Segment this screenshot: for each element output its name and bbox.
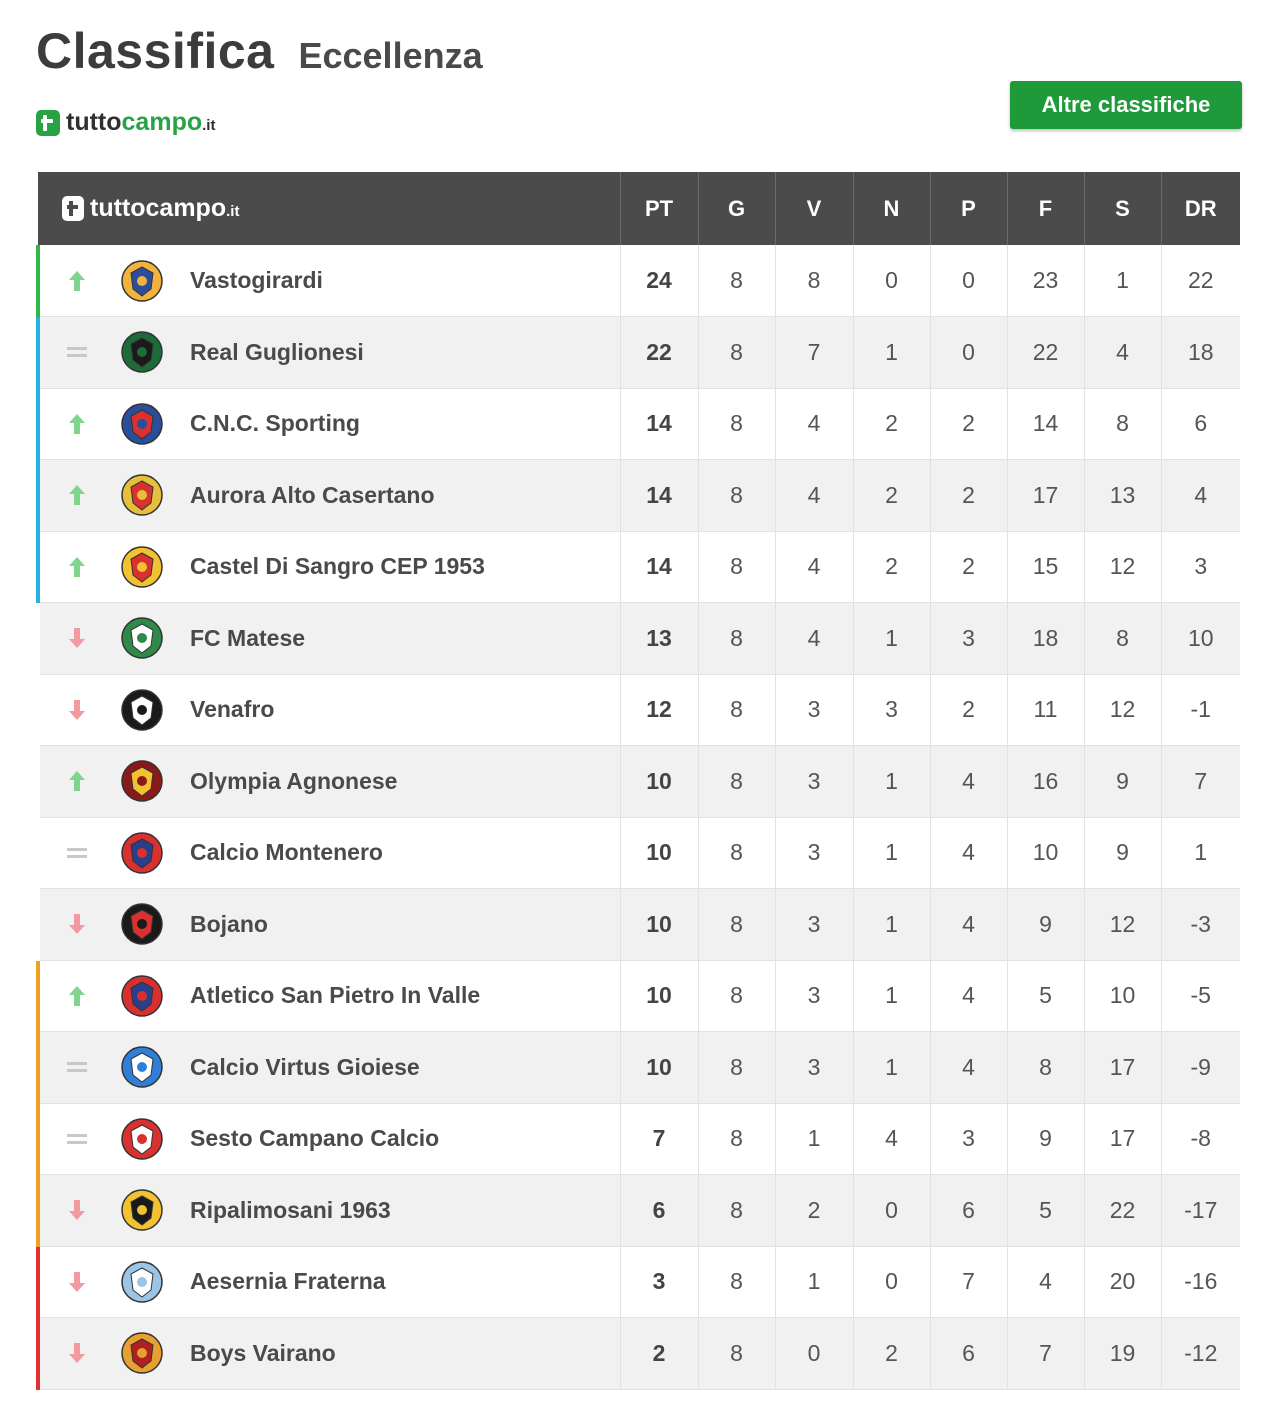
arrow-down-icon xyxy=(40,912,114,936)
stat-p: 4 xyxy=(930,817,1007,889)
stat-s: 19 xyxy=(1084,1318,1161,1390)
stat-n: 0 xyxy=(853,1175,930,1247)
stat-v: 4 xyxy=(775,388,853,460)
team-cell[interactable] xyxy=(38,1032,620,1104)
stat-g: 8 xyxy=(698,1246,775,1318)
stat-n: 1 xyxy=(853,603,930,675)
stat-pt: 24 xyxy=(620,245,698,317)
stat-g: 8 xyxy=(698,603,775,675)
stat-dr: -16 xyxy=(1161,1246,1240,1318)
stat-s: 17 xyxy=(1084,1032,1161,1104)
arrow-up-icon xyxy=(40,483,114,507)
stat-f: 9 xyxy=(1007,889,1084,961)
arrow-up-icon xyxy=(40,269,114,293)
stat-n: 4 xyxy=(853,1103,930,1175)
team-logo-icon xyxy=(120,473,164,517)
table-row[interactable] xyxy=(38,1318,1240,1390)
stat-s: 4 xyxy=(1084,317,1161,389)
stat-dr: -3 xyxy=(1161,889,1240,961)
stat-g: 8 xyxy=(698,889,775,961)
stat-v: 3 xyxy=(775,889,853,961)
stat-s: 9 xyxy=(1084,746,1161,818)
stat-p: 2 xyxy=(930,460,1007,532)
table-header-brand xyxy=(38,172,620,245)
stat-v: 4 xyxy=(775,531,853,603)
column-header-pt[interactable]: PT xyxy=(620,172,698,245)
stat-f: 11 xyxy=(1007,674,1084,746)
team-name[interactable]: Calcio Montenero xyxy=(190,839,383,866)
team-cell[interactable] xyxy=(38,746,620,818)
stat-pt: 10 xyxy=(620,1032,698,1104)
stat-dr: 1 xyxy=(1161,817,1240,889)
arrow-down-icon xyxy=(40,698,114,722)
stat-p: 2 xyxy=(930,674,1007,746)
altre-classifiche-button[interactable]: Altre classifiche xyxy=(1010,81,1242,129)
stat-n: 2 xyxy=(853,388,930,460)
stat-g: 8 xyxy=(698,1103,775,1175)
title-row xyxy=(36,22,483,80)
team-name[interactable]: Bojano xyxy=(190,910,268,937)
stat-f: 5 xyxy=(1007,960,1084,1032)
table-row[interactable] xyxy=(38,746,1240,818)
stat-g: 8 xyxy=(698,388,775,460)
stat-g: 8 xyxy=(698,460,775,532)
team-cell[interactable] xyxy=(38,674,620,746)
stat-dr: -1 xyxy=(1161,674,1240,746)
team-cell[interactable] xyxy=(38,388,620,460)
stat-f: 17 xyxy=(1007,460,1084,532)
team-cell[interactable] xyxy=(38,531,620,603)
team-cell[interactable] xyxy=(38,960,620,1032)
team-cell[interactable] xyxy=(38,317,620,389)
stat-p: 4 xyxy=(930,1032,1007,1104)
stat-n: 0 xyxy=(853,1246,930,1318)
page-header xyxy=(36,22,1246,142)
equal-icon xyxy=(40,1059,114,1075)
table-row[interactable] xyxy=(38,388,1240,460)
stat-p: 4 xyxy=(930,960,1007,1032)
table-row[interactable] xyxy=(38,817,1240,889)
brand-text-part1: tutto xyxy=(66,108,122,136)
column-header-s[interactable]: S xyxy=(1084,172,1161,245)
team-cell[interactable] xyxy=(38,1318,620,1390)
stat-pt: 14 xyxy=(620,388,698,460)
stat-f: 15 xyxy=(1007,531,1084,603)
team-logo-icon xyxy=(120,1045,164,1089)
standings-table xyxy=(36,172,1240,1390)
stat-g: 8 xyxy=(698,317,775,389)
stat-dr: 10 xyxy=(1161,603,1240,675)
stat-n: 2 xyxy=(853,531,930,603)
stat-s: 1 xyxy=(1084,245,1161,317)
team-cell[interactable] xyxy=(38,1175,620,1247)
stat-v: 3 xyxy=(775,674,853,746)
team-logo-icon xyxy=(120,1331,164,1375)
stat-v: 4 xyxy=(775,460,853,532)
team-name[interactable]: Ripalimosani 1963 xyxy=(190,1196,391,1223)
table-header-brand-suffix: .it xyxy=(226,203,240,220)
stat-g: 8 xyxy=(698,674,775,746)
team-logo-icon xyxy=(120,1117,164,1161)
stat-f: 16 xyxy=(1007,746,1084,818)
team-cell[interactable] xyxy=(38,460,620,532)
equal-icon xyxy=(40,344,114,360)
table-row[interactable] xyxy=(38,460,1240,532)
stat-dr: -5 xyxy=(1161,960,1240,1032)
arrow-down-icon xyxy=(40,1270,114,1294)
team-cell[interactable] xyxy=(38,1246,620,1318)
stat-pt: 10 xyxy=(620,960,698,1032)
team-logo-icon xyxy=(120,974,164,1018)
page-title: Classifica xyxy=(36,23,275,79)
table-row[interactable] xyxy=(38,1246,1240,1318)
stat-f: 4 xyxy=(1007,1246,1084,1318)
table-row[interactable] xyxy=(38,674,1240,746)
stat-n: 1 xyxy=(853,889,930,961)
stat-v: 1 xyxy=(775,1103,853,1175)
stat-g: 8 xyxy=(698,531,775,603)
arrow-up-icon xyxy=(40,412,114,436)
stat-dr: 7 xyxy=(1161,746,1240,818)
stat-v: 3 xyxy=(775,817,853,889)
stat-p: 0 xyxy=(930,317,1007,389)
team-name[interactable]: FC Matese xyxy=(190,624,306,651)
stat-s: 8 xyxy=(1084,603,1161,675)
brand-text-part2: campo xyxy=(121,108,203,136)
stat-s: 8 xyxy=(1084,388,1161,460)
stat-s: 20 xyxy=(1084,1246,1161,1318)
stat-pt: 10 xyxy=(620,889,698,961)
stat-p: 2 xyxy=(930,531,1007,603)
stat-f: 22 xyxy=(1007,317,1084,389)
table-row[interactable] xyxy=(38,317,1240,389)
stat-dr: 18 xyxy=(1161,317,1240,389)
stat-pt: 13 xyxy=(620,603,698,675)
stat-n: 1 xyxy=(853,960,930,1032)
stat-s: 12 xyxy=(1084,674,1161,746)
team-name[interactable]: Atletico San Pietro In Valle xyxy=(190,982,481,1009)
stat-g: 8 xyxy=(698,746,775,818)
stat-f: 23 xyxy=(1007,245,1084,317)
table-row[interactable] xyxy=(38,245,1240,317)
stat-dr: 22 xyxy=(1161,245,1240,317)
stat-pt: 22 xyxy=(620,317,698,389)
arrow-up-icon xyxy=(40,769,114,793)
stat-s: 9 xyxy=(1084,817,1161,889)
table-row[interactable] xyxy=(38,960,1240,1032)
team-name[interactable]: Aurora Alto Casertano xyxy=(190,481,435,508)
arrow-up-icon xyxy=(40,984,114,1008)
team-logo-icon xyxy=(120,831,164,875)
stat-dr: 6 xyxy=(1161,388,1240,460)
stat-g: 8 xyxy=(698,1175,775,1247)
stat-dr: 3 xyxy=(1161,531,1240,603)
stat-v: 8 xyxy=(775,245,853,317)
stat-g: 8 xyxy=(698,245,775,317)
stat-p: 3 xyxy=(930,603,1007,675)
team-name[interactable]: Aesernia Fraterna xyxy=(190,1268,386,1295)
column-header-n[interactable]: N xyxy=(853,172,930,245)
stat-f: 8 xyxy=(1007,1032,1084,1104)
table-row[interactable] xyxy=(38,889,1240,961)
table-header-brand-name: tuttocampo xyxy=(90,194,227,222)
stat-p: 6 xyxy=(930,1318,1007,1390)
stat-v: 4 xyxy=(775,603,853,675)
stat-f: 7 xyxy=(1007,1318,1084,1390)
stat-p: 4 xyxy=(930,746,1007,818)
stat-s: 10 xyxy=(1084,960,1161,1032)
stat-f: 10 xyxy=(1007,817,1084,889)
team-cell[interactable] xyxy=(38,603,620,675)
team-logo-icon xyxy=(120,616,164,660)
stat-s: 12 xyxy=(1084,889,1161,961)
stat-pt: 14 xyxy=(620,460,698,532)
equal-icon xyxy=(40,845,114,861)
table-row[interactable] xyxy=(38,1032,1240,1104)
stat-s: 17 xyxy=(1084,1103,1161,1175)
stat-g: 8 xyxy=(698,817,775,889)
stat-f: 9 xyxy=(1007,1103,1084,1175)
stat-g: 8 xyxy=(698,1318,775,1390)
stat-v: 0 xyxy=(775,1318,853,1390)
stat-n: 0 xyxy=(853,245,930,317)
stat-dr: -17 xyxy=(1161,1175,1240,1247)
team-logo-icon xyxy=(120,1188,164,1232)
stat-pt: 6 xyxy=(620,1175,698,1247)
tuttocampo-logo-icon xyxy=(36,110,60,136)
team-logo-icon xyxy=(120,259,164,303)
table-header-brand-text xyxy=(90,194,239,223)
team-name[interactable]: Vastogirardi xyxy=(190,267,323,293)
team-name[interactable]: Calcio Virtus Gioiese xyxy=(190,1053,420,1080)
table-body xyxy=(38,245,1240,1389)
column-header-p[interactable]: P xyxy=(930,172,1007,245)
team-cell[interactable] xyxy=(38,1103,620,1175)
arrow-down-icon xyxy=(40,626,114,650)
stat-pt: 7 xyxy=(620,1103,698,1175)
table-row[interactable] xyxy=(38,603,1240,675)
column-header-g[interactable]: G xyxy=(698,172,775,245)
table-header-row xyxy=(38,172,1240,245)
column-header-dr[interactable]: DR xyxy=(1161,172,1240,245)
team-cell[interactable] xyxy=(38,817,620,889)
stat-s: 22 xyxy=(1084,1175,1161,1247)
stat-n: 1 xyxy=(853,746,930,818)
team-name[interactable]: Castel Di Sangro CEP 1953 xyxy=(190,553,485,580)
team-logo-icon xyxy=(120,902,164,946)
stat-s: 12 xyxy=(1084,531,1161,603)
tuttocampo-logo-icon xyxy=(62,196,84,221)
team-name[interactable]: Boys Vairano xyxy=(190,1339,336,1366)
stat-pt: 2 xyxy=(620,1318,698,1390)
stat-dr: -9 xyxy=(1161,1032,1240,1104)
stat-pt: 14 xyxy=(620,531,698,603)
team-logo-icon xyxy=(120,1260,164,1304)
team-name[interactable]: Sesto Campano Calcio xyxy=(190,1125,440,1152)
stat-v: 3 xyxy=(775,746,853,818)
stat-p: 7 xyxy=(930,1246,1007,1318)
team-logo-icon xyxy=(120,330,164,374)
stat-f: 14 xyxy=(1007,388,1084,460)
stat-f: 5 xyxy=(1007,1175,1084,1247)
stat-dr: -8 xyxy=(1161,1103,1240,1175)
stat-dr: 4 xyxy=(1161,460,1240,532)
stat-v: 2 xyxy=(775,1175,853,1247)
stat-n: 2 xyxy=(853,460,930,532)
team-logo-icon xyxy=(120,545,164,589)
team-name[interactable]: C.N.C. Sporting xyxy=(190,410,360,437)
arrow-down-icon xyxy=(40,1341,114,1365)
stat-p: 4 xyxy=(930,889,1007,961)
stat-v: 7 xyxy=(775,317,853,389)
team-name[interactable]: Real Guglionesi xyxy=(190,338,364,365)
stat-v: 1 xyxy=(775,1246,853,1318)
team-logo-icon xyxy=(120,759,164,803)
stat-p: 0 xyxy=(930,245,1007,317)
stat-n: 1 xyxy=(853,1032,930,1104)
brand-text xyxy=(66,108,215,137)
column-header-f[interactable]: F xyxy=(1007,172,1084,245)
table-row[interactable] xyxy=(38,531,1240,603)
brand-logo[interactable] xyxy=(36,108,215,137)
stat-p: 2 xyxy=(930,388,1007,460)
team-logo-icon xyxy=(120,688,164,732)
stat-n: 2 xyxy=(853,1318,930,1390)
stat-n: 1 xyxy=(853,817,930,889)
stat-n: 1 xyxy=(853,317,930,389)
brand-text-suffix: .it xyxy=(202,117,216,134)
table-row[interactable] xyxy=(38,1103,1240,1175)
stat-s: 13 xyxy=(1084,460,1161,532)
team-cell[interactable] xyxy=(38,889,620,961)
stat-p: 3 xyxy=(930,1103,1007,1175)
stat-pt: 12 xyxy=(620,674,698,746)
team-name[interactable]: Olympia Agnonese xyxy=(190,767,398,794)
stat-v: 3 xyxy=(775,1032,853,1104)
arrow-up-icon xyxy=(40,555,114,579)
stat-f: 18 xyxy=(1007,603,1084,675)
equal-icon xyxy=(40,1131,114,1147)
stat-g: 8 xyxy=(698,960,775,1032)
team-logo-icon xyxy=(120,402,164,446)
stat-pt: 10 xyxy=(620,817,698,889)
stat-p: 6 xyxy=(930,1175,1007,1247)
team-name[interactable]: Venafro xyxy=(190,696,275,723)
stat-pt: 3 xyxy=(620,1246,698,1318)
table-row[interactable] xyxy=(38,1175,1240,1247)
stat-n: 3 xyxy=(853,674,930,746)
page-subtitle: Eccellenza xyxy=(298,35,483,76)
column-header-v[interactable]: V xyxy=(775,172,853,245)
team-cell[interactable] xyxy=(38,245,620,317)
stat-g: 8 xyxy=(698,1032,775,1104)
stat-dr: -12 xyxy=(1161,1318,1240,1390)
arrow-down-icon xyxy=(40,1198,114,1222)
stat-v: 3 xyxy=(775,960,853,1032)
stat-pt: 10 xyxy=(620,746,698,818)
